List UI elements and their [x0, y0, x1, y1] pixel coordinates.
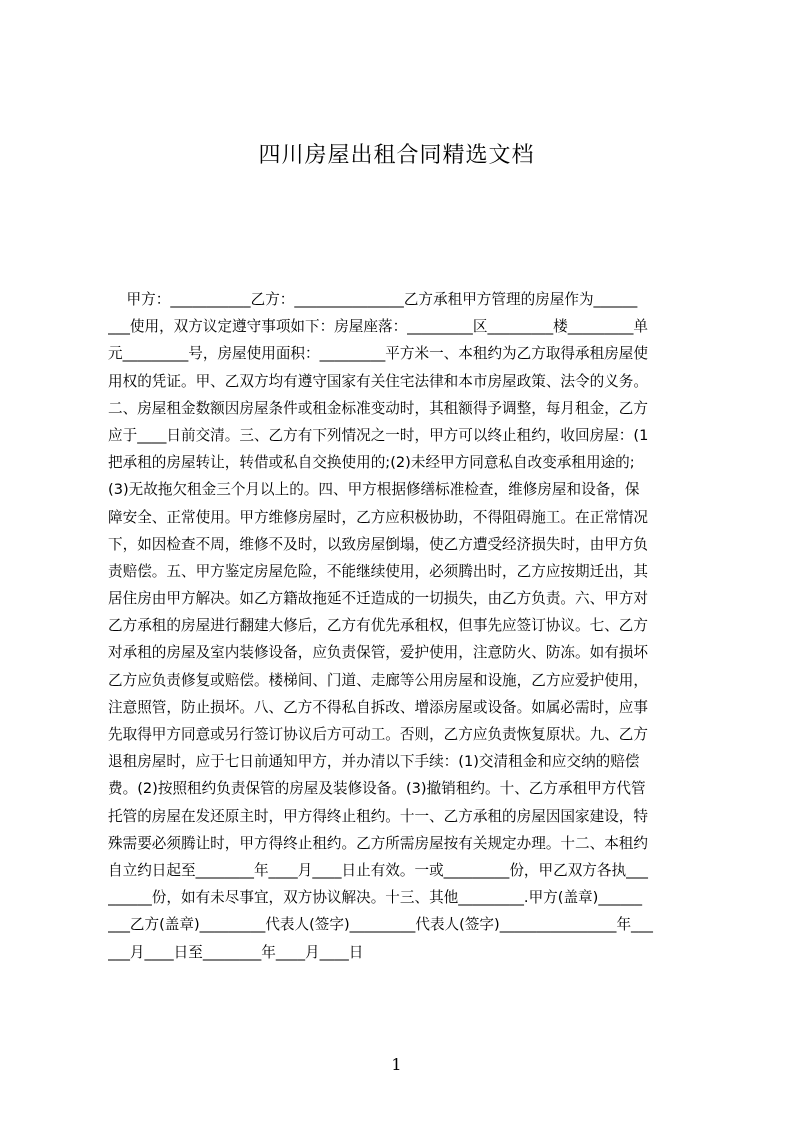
- contract-body: [108, 286, 699, 966]
- text-line: 对承租的房屋及室内装修设备，应负责保管，爱护使用，注意防火、防冻。如有损坏: [108, 644, 648, 662]
- text-line: ___月____日至________年____月____日: [108, 943, 364, 961]
- text-line: 托管的房屋在发还原主时，甲方得终止租约。十一、乙方承租的房屋因国家建设，特: [108, 807, 648, 825]
- text-line: 障安全、正常使用。甲方维修房屋时，乙方应积极协助，不得阻碍施工。在正常情况: [108, 508, 648, 526]
- text-line: 乙方应负责修复或赔偿。楼梯间、门道、走廊等公用房屋和设施，乙方应爱护使用，: [108, 671, 648, 689]
- text-line: 费。(2)按照租约负责保管的房屋及装修设备。(3)撤销租约。十、乙方承租甲方代管: [108, 780, 646, 798]
- text-line: 退租房屋时，应于七日前通知甲方，并办清以下手续：(1)交清租金和应交纳的赔偿: [108, 753, 640, 771]
- text-line: 注意照管，防止损坏。八、乙方不得私自拆改、增添房屋或设备。如属必需时，应事: [108, 698, 648, 716]
- text-line: (3)无故拖欠租金三个月以上的。四、甲方根据修缮标准检查，维修房屋和设备，保: [108, 481, 640, 499]
- text-line: ___乙方(盖章)_________代表人(签字)_________代表人(签字)________________年___: [108, 916, 653, 934]
- text-line: 先取得甲方同意或另行签订协议后方可动工。否则，乙方应负责恢复原状。九、乙方: [108, 726, 648, 743]
- text-line: 殊需要必须腾让时，甲方得终止租约。乙方所需房屋按有关规定办理。十二、本租约: [108, 834, 648, 852]
- text-line: 应于____日前交清。三、乙方有下列情况之一时，甲方可以终止租约，收回房屋：(1: [108, 426, 649, 444]
- document-title: 四川房屋出租合同精选文档: [258, 143, 535, 168]
- text-line: 元_________号，房屋使用面积：_________平方米一、本租约为乙方取得承租房屋使: [108, 345, 648, 363]
- text-line: 用权的凭证。甲、乙双方均有遵守国家有关住宅法律和本市房屋政策、法令的义务。: [108, 372, 648, 390]
- text-line: ___使用，双方议定遵守事项如下：房屋座落：_________区_________楼_________单: [108, 318, 648, 336]
- text-line: 责赔偿。五、甲方鉴定房屋危险，不能继续使用，必须腾出时，乙方应按期迁出，其: [108, 562, 648, 580]
- text-line: 乙方承租的房屋进行翻建大修后，乙方有优先承租权，但事先应签订协议。七、乙方: [108, 617, 648, 635]
- text-line: 二、房屋租金数额因房屋条件或租金标准变动时，其租额得予调整，每月租金，乙方: [108, 399, 648, 417]
- page-number: 1: [391, 1055, 402, 1074]
- text-line: 甲方：___________乙方：_______________乙方承租甲方管理的房屋作为______: [108, 291, 638, 308]
- text-line: 下，如因检查不周，维修不及时，以致房屋倒塌，使乙方遭受经济损失时，由甲方负: [108, 535, 648, 553]
- text-line: ______份，如有未尽事宜，双方协议解决。十三、其他_________.甲方(盖章)______: [108, 889, 643, 907]
- text-line: 自立约日起至________年____月____日止有效。一或_________份，甲乙双方各执___: [108, 861, 648, 879]
- text-line: 把承租的房屋转让，转借或私自交换使用的;(2)未经甲方同意私自改变承租用途的;: [108, 454, 635, 472]
- text-line: 居住房由甲方解决。如乙方籍故拖延不迁造成的一切损失，由乙方负责。六、甲方对: [108, 590, 648, 608]
